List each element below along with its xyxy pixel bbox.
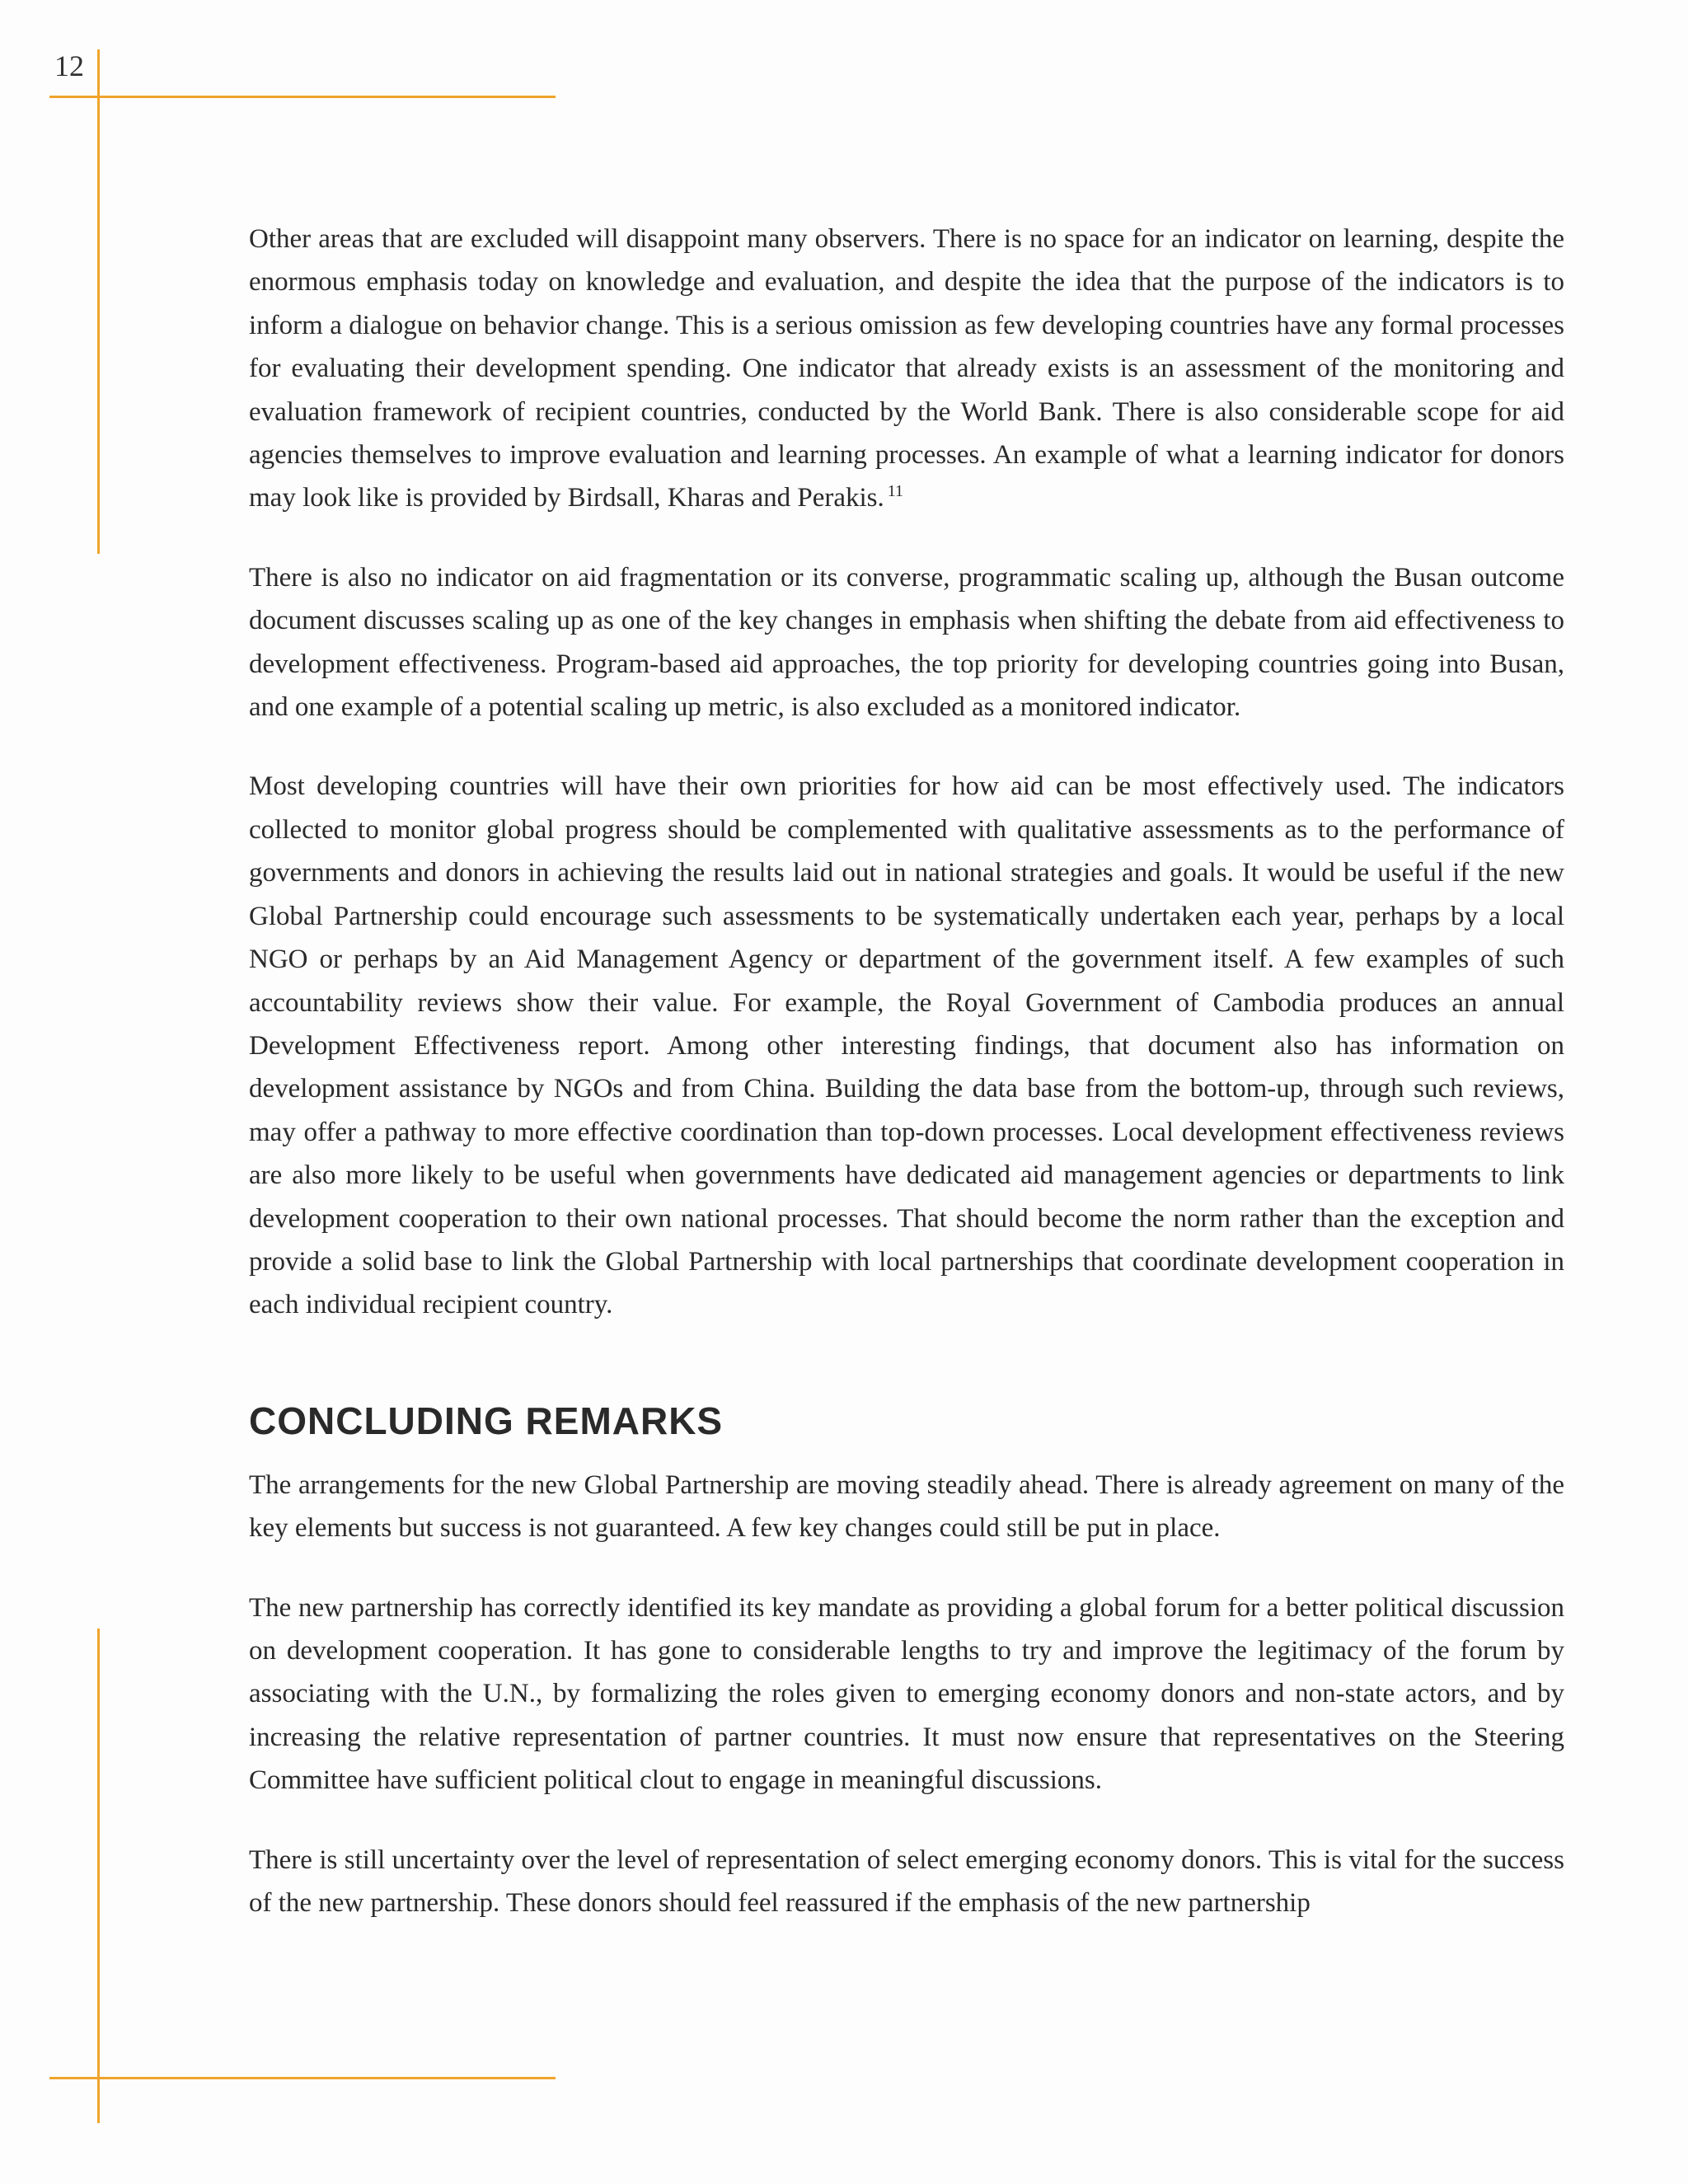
footnote-marker[interactable]: 11 xyxy=(887,482,904,501)
body-paragraph xyxy=(249,218,1564,520)
bottom-horizontal-rule xyxy=(49,2077,556,2079)
top-vertical-rule xyxy=(97,49,100,554)
bottom-vertical-rule xyxy=(97,1629,100,2123)
body-paragraph: There is also no indicator on aid fragmentation or its converse, programmatic scaling up, although the Busan outcome document discusses scaling up as one of the key changes in emphasis when shifting the debate from aid effectiveness to development effectiveness. Program-based aid approaches, the top priority for developing countries going into Busan, and one example of a potential scaling up metric, is also excluded as a monitored indicator. xyxy=(249,562,1564,723)
page-body xyxy=(249,218,1564,1961)
section-heading: CONCLUDING REMARKS xyxy=(249,1399,724,1442)
body-paragraph: There is still uncertainty over the level of representation of select emerging economy donors. This is vital for the success of the new partnership. These donors should feel reassured if the emphasis of the new partnership xyxy=(249,1844,1564,1918)
body-paragraph: The arrangements for the new Global Partnership are moving steadily ahead. There is already agreement on many of the key elements but success is not guaranteed. A few key changes could still be put in place. xyxy=(249,1469,1564,1544)
paragraph-text: Other areas that are excluded will disappoint many observers. There is no space for an indicator on learning, despite the enormous emphasis today on knowledge and evaluation, and despite the idea that the purpose of the indicators is to inform a dialogue on behavior change. This is a serious omission as few developing countries have any formal processes for evaluating their development spending. One indicator that already exists is an assessment of the monitoring and evaluation framework of recipient countries, conducted by the World Bank. There is also considerable scope for aid agencies themselves to improve evaluation and learning processes. An example of what a learning indicator for donors may look like is provided by Birdsall, Kharas and Perakis. xyxy=(249,224,1564,513)
page-number: 12 xyxy=(54,49,84,82)
body-paragraph: Most developing countries will have their own priorities for how aid can be most effectively used. The indicators collected to monitor global progress should be complemented with qualitative assessments as to the performance of governments and donors in achieving the results laid out in national strategies and goals. It would be useful if the new Global Partnership could encourage such assessments to be systematically undertaken each year, perhaps by a local NGO or perhaps by an Aid Management Agency or department of the government itself. A few examples of such accountability reviews show their value. For example, the Royal Government of Cambodia produces an annual Development Effectiveness report. Among other interesting findings, that document also has information on development assistance by NGOs and from China. Building the data base from the bottom-up, through such reviews, may offer a pathway to more effective coordination than top-down processes. Local development effectiveness reviews are also more likely to be useful when governments have dedicated aid management agencies or departments to link development cooperation to their own national processes. That should become the norm rather than the exception and provide a solid base to link the Global Partnership with local partnerships that coordinate development cooperation in each individual recipient country. xyxy=(249,771,1564,1320)
body-paragraph: The new partnership has correctly identified its key mandate as providing a global forum for a better political discussion on development cooperation. It has gone to considerable lengths to try and improve the legitimacy of the forum by associating with the U.N., by formalizing the roles given to emerging economy donors and non-state actors, and by increasing the relative representation of partner countries. It must now ensure that representatives on the Steering Committee have sufficient political clout to engage in meaningful discussions. xyxy=(249,1592,1564,1796)
top-horizontal-rule xyxy=(49,96,556,98)
